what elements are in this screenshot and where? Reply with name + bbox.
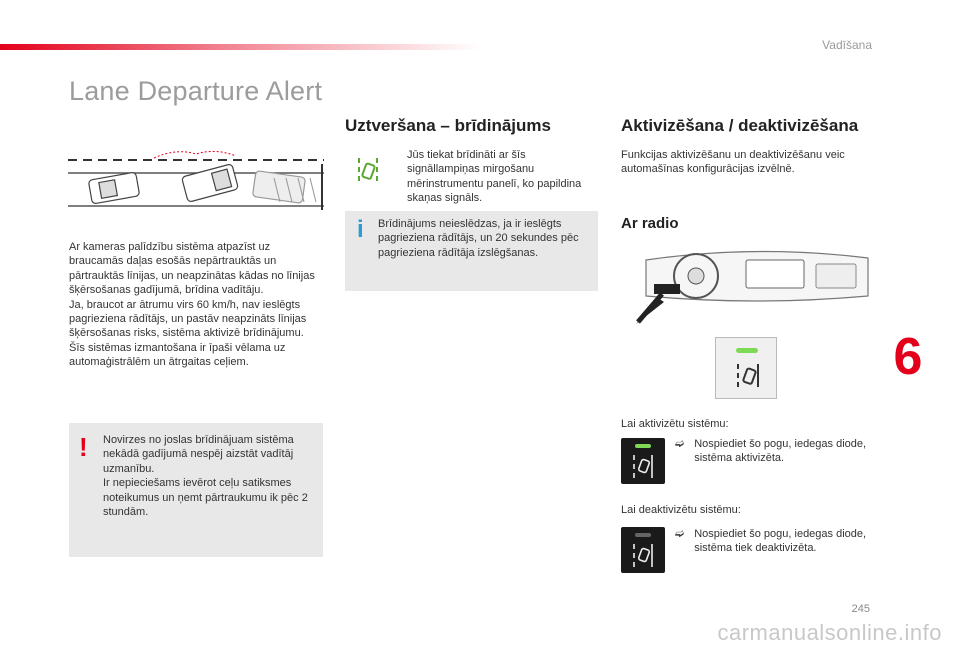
lane-alert-warning-lamp-icon	[355, 152, 381, 186]
warning-text: Novirzes no joslas brīdinājuam sistēma nekādā gadījumā nespēj aizstāt vadītāj uzmanību. Ir nepieciešams ievērot ceļu satiksmes noteikumus un ņemt pārtraukumu ik pēc 2 stundām.	[103, 434, 308, 519]
led-off-icon	[635, 533, 651, 537]
lane-icon	[631, 452, 655, 480]
lane-icon	[631, 541, 655, 569]
activation-intro: Funkcijas aktivizēšanu un deaktivizēšanu veic automašīnas konfigurācijas izvēlnē.	[621, 149, 845, 176]
activate-label: Lai aktivizētu sistēmu:	[621, 418, 729, 430]
dashboard-illustration	[636, 246, 876, 328]
section-heading-detection: Uztveršana – brīdinājums	[345, 116, 551, 135]
section-label: Vadīšana	[822, 38, 872, 52]
alert-description: Jūs tiekat brīdināti ar šīs signāllampiņas mirgošanu mērinstrumentu panelī, ko papildina skaņas signāls.	[407, 149, 582, 205]
arrow-bullet-icon: ➫	[675, 528, 685, 540]
lane-departure-illustration	[66, 140, 328, 218]
led-on-icon	[635, 444, 651, 448]
deactivate-button-icon[interactable]	[621, 527, 665, 573]
arrow-bullet-icon: ➫	[675, 438, 685, 450]
page-title: Lane Departure Alert	[69, 76, 323, 106]
chapter-number: 6	[893, 328, 923, 386]
activate-button-icon[interactable]	[621, 438, 665, 484]
watermark: carmanualsonline.info	[717, 620, 942, 645]
led-indicator-icon	[736, 348, 758, 353]
warning-box	[69, 423, 323, 557]
info-text: Brīdinājums neieslēdzas, ja ir ieslēgts pagrieziena rādītājs, un 20 sekundes pēc pagrieziena rādītāja izslēgšanas.	[378, 218, 579, 259]
deactivate-label: Lai deaktivizētu sistēmu:	[621, 504, 741, 516]
activate-bullet	[675, 437, 875, 466]
system-description: Ar kameras palīdzību sistēma atpazīst uz braucamās daļas esošās nepārtrauktās un pārtrauktās līnijas, un neapzinātas kādas no līnijas šķērsošanas gadījumā, brīdina vadītāju. Ja, braucot ar ātrumu virs 60 km/h, nav ieslēgts pagrieziena rādītājs, un pastāv neapzināts līnijas šķērsošanas risks, sistēma aktivizē brīdinājumu. Šīs sistēmas izmantošana ir īpaši vēlama uz automaģistrālēm un ātrgaitas ceļiem.	[69, 241, 315, 369]
lane-switch-button-icon	[734, 360, 762, 390]
sub-heading-radio: Ar radio	[621, 215, 679, 232]
activate-instruction: Nospiediet šo pogu, iedegas diode, sistēma aktivizēta.	[694, 438, 867, 465]
warning-exclamation-icon: !	[79, 432, 88, 462]
lane-switch-detail	[715, 337, 777, 399]
header-accent-bar	[0, 44, 480, 50]
deactivate-instruction: Nospiediet šo pogu, iedegas diode, sistēma tiek deaktivizēta.	[694, 528, 867, 555]
section-heading-activation: Aktivizēšana / deaktivizēšana	[621, 116, 859, 135]
info-icon: i	[357, 216, 364, 243]
info-box	[345, 211, 598, 291]
page-number: 245	[851, 603, 870, 615]
deactivate-bullet	[675, 527, 875, 556]
